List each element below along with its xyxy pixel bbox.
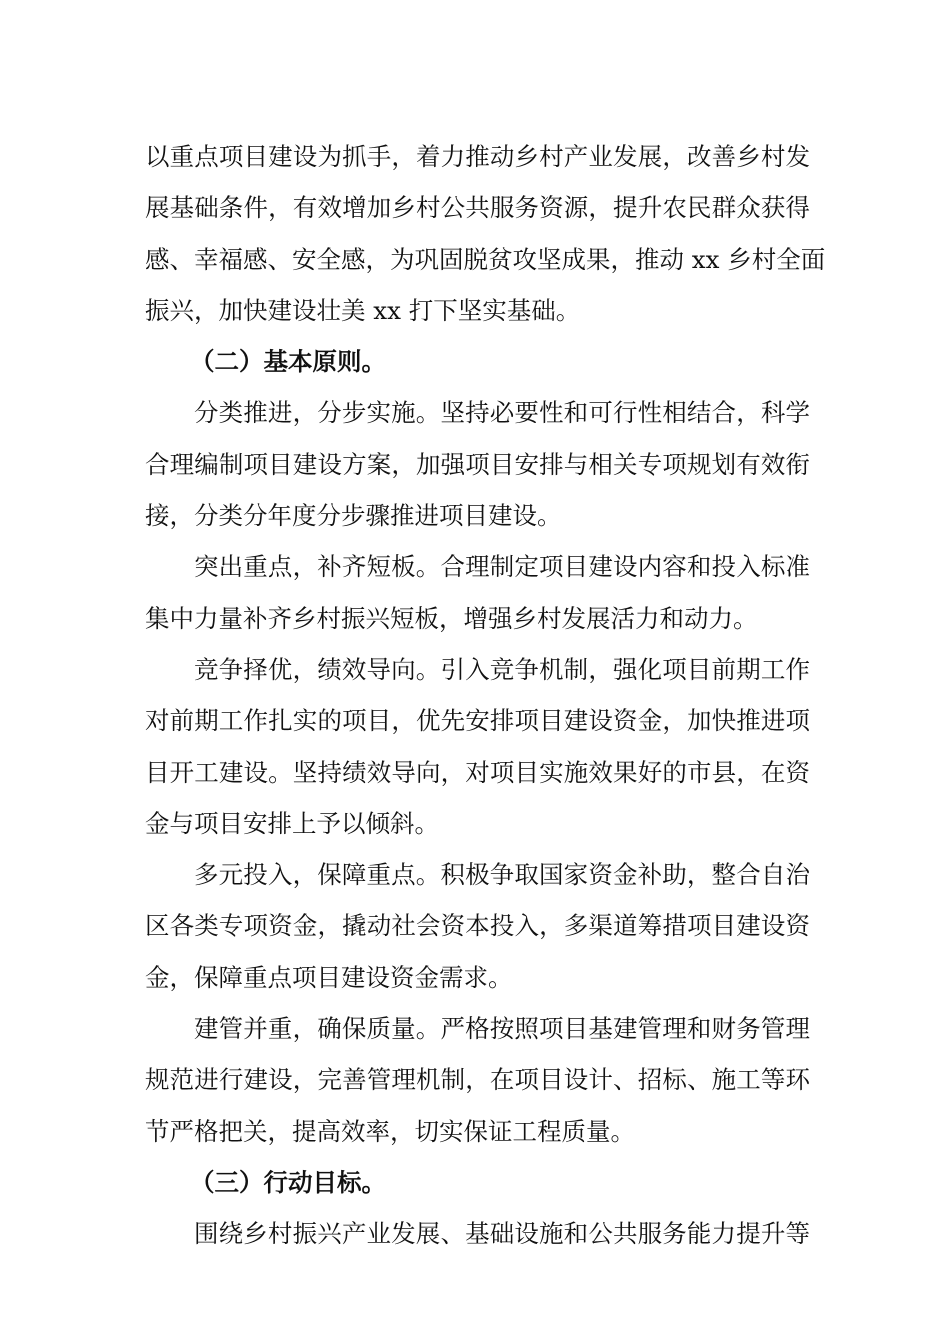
body-line-13: 目开工建设。坚持绩效导向，对项目实施效果好的市县，在资: [145, 757, 810, 787]
section-heading-basic-principles: （二）基本原则。: [190, 347, 386, 377]
section-heading-action-goals: （三）行动目标。: [190, 1167, 386, 1197]
document-body: [145, 131, 826, 1260]
body-line-22: 围绕乡村振兴产业发展、基础设施和公共服务能力提升等: [194, 1219, 810, 1249]
body-line-9: 突出重点，补齐短板。合理制定项目建设内容和投入标准: [194, 552, 810, 582]
body-line-1: 以重点项目建设为抓手，着力推动乡村产业发展，改善乡村发: [145, 142, 810, 171]
body-line-20: 节严格把关，提高效率，切实保证工程质量。: [145, 1116, 635, 1146]
body-line-10: 集中力量补齐乡村振兴短板，增强乡村发展活力和动力。: [145, 603, 758, 633]
body-line-17: 金，保障重点项目建设资金需求。: [145, 962, 513, 992]
body-line-18: 建管并重，确保质量。严格按照项目基建管理和财务管理: [194, 1014, 810, 1044]
body-line-4: 振兴，加快建设壮美 xx 打下坚实基础。: [145, 295, 581, 325]
body-line-11: 竞争择优，绩效导向。引入竞争机制，强化项目前期工作: [194, 654, 810, 684]
body-line-3: 感、幸福感、安全感，为巩固脱贫攻坚成果，推动 xx 乡村全面: [145, 244, 826, 274]
body-line-2: 展基础条件，有效增加乡村公共服务资源，提升农民群众获得: [145, 193, 810, 223]
body-line-6: 分类推进，分步实施。坚持必要性和可行性相结合，科学: [194, 398, 810, 428]
body-line-16: 区各类专项资金，撬动社会资本投入，多渠道筹措项目建设资: [145, 911, 810, 941]
body-line-8: 接，分类分年度分步骤推进项目建设。: [145, 501, 562, 531]
body-line-19: 规范进行建设，完善管理机制，在项目设计、招标、施工等环: [145, 1065, 810, 1095]
body-line-15: 多元投入，保障重点。积极争取国家资金补助，整合自治: [194, 860, 810, 890]
body-line-7: 合理编制项目建设方案，加强项目安排与相关专项规划有效衔: [145, 449, 810, 479]
body-line-12: 对前期工作扎实的项目，优先安排项目建设资金，加快推进项: [145, 706, 810, 736]
body-line-14: 金与项目安排上予以倾斜。: [145, 808, 439, 838]
